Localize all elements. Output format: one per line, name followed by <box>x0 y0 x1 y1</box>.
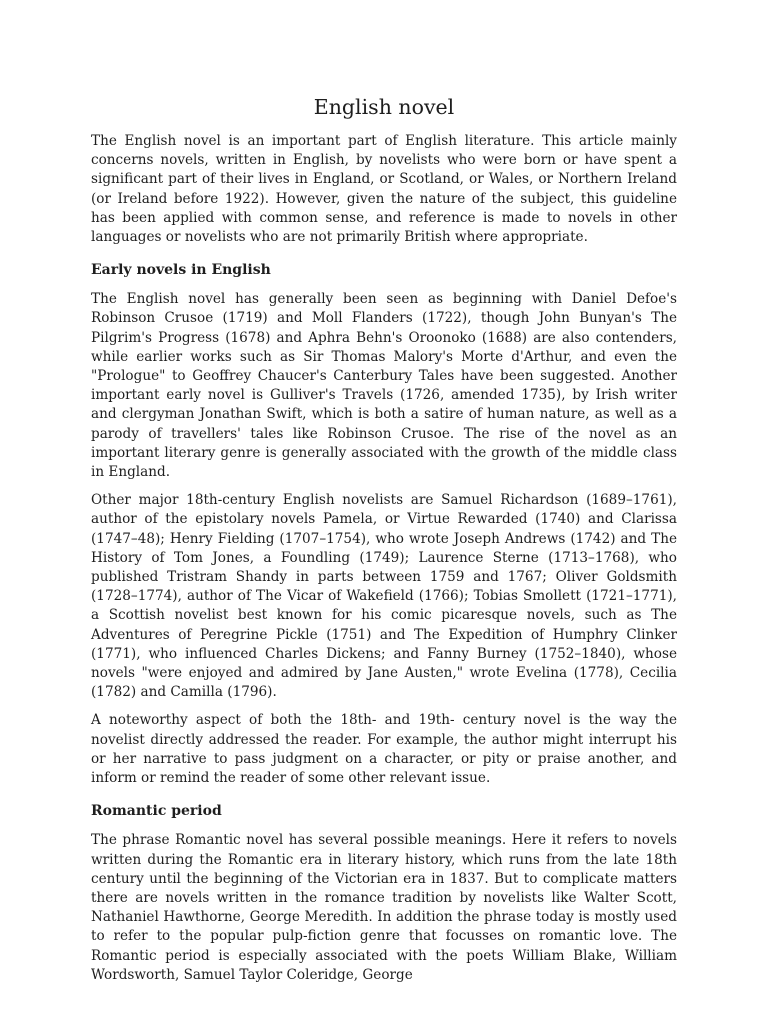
early-novels-paragraph-3: A noteworthy aspect of both the 18th- and 19th- century novel is the way the novelist directly addressed the reader. For example, the author might interrupt his or her narrative to pass judgment on a character, or pity or praise another, and inform or remind the reader of some other relevant issue. <box>91 712 677 787</box>
early-novels-paragraph-2: Other major 18th-century English novelists are Samuel Richardson (1689–1761), author of the epistolary novels Pamela, or Virtue Rewarded (1740) and Clarissa (1747–48); Henry Fielding (1707–1754), who wrote Joseph Andrews (1742) and The History of Tom Jones, a Foundling (1749); Laurence Sterne (1713–1768), who published Tristram Shandy in parts between 1759 and 1767; Oliver Goldsmith (1728–1774), author of The Vicar of Wakefield (1766); Tobias Smollett (1721–1771), a Scottish novelist best known for his comic picaresque novels, such as The Adventures of Peregrine Pickle (1751) and The Expedition of Humphry Clinker (1771), who influenced Charles Dickens; and Fanny Burney (1752–1840), whose novels "were enjoyed and admired by Jane Austen," wrote Evelina (1778), Cecilia (1782) and Camilla (1796). <box>91 492 677 701</box>
section-heading-romantic-period: Romantic period <box>91 803 222 820</box>
document-title: English novel <box>313 95 455 119</box>
romantic-period-paragraph-1: The phrase Romantic novel has several possible meanings. Here it refers to novels written during the Romantic era in literary history, which runs from the late 18th century until the beginning of the Victorian era in 1837. But to complicate matters there are novels written in the romance tradition by novelists like Walter Scott, Nathaniel Hawthorne, George Meredith. In addition the phrase today is mostly used to refer to the popular pulp-fiction genre that focusses on romantic love. The Romantic period is especially associated with the poets William Blake, William Wordsworth, Samuel Taylor Coleridge, George <box>91 832 677 983</box>
intro-paragraph: The English novel is an important part of English literature. This article mainly concerns novels, written in English, by novelists who were born or have spent a significant part of their lives in England, or Scotland, or Wales, or Northern Ireland (or Ireland before 1922). However, given the nature of the subject, this guideline has been applied with common sense, and reference is made to novels in other languages or novelists who are not primarily British where appropriate. <box>91 133 677 246</box>
section-heading-early-novels: Early novels in English <box>91 262 271 279</box>
early-novels-paragraph-1: The English novel has generally been seen as beginning with Daniel Defoe's Robinson Crusoe (1719) and Moll Flanders (1722), though John Bunyan's The Pilgrim's Progress (1678) and Aphra Behn's Oroonoko (1688) are also contenders, while earlier works such as Sir Thomas Malory's Morte d'Arthur, and even the "Prologue" to Geoffrey Chaucer's Canterbury Tales have been suggested. Another important early novel is Gulliver's Travels (1726, amended 1735), by Irish writer and clergyman Jonathan Swift, which is both a satire of human nature, as well as a parody of travellers' tales like Robinson Crusoe. The rise of the novel as an important literary genre is generally associated with the growth of the middle class in England. <box>91 291 677 481</box>
